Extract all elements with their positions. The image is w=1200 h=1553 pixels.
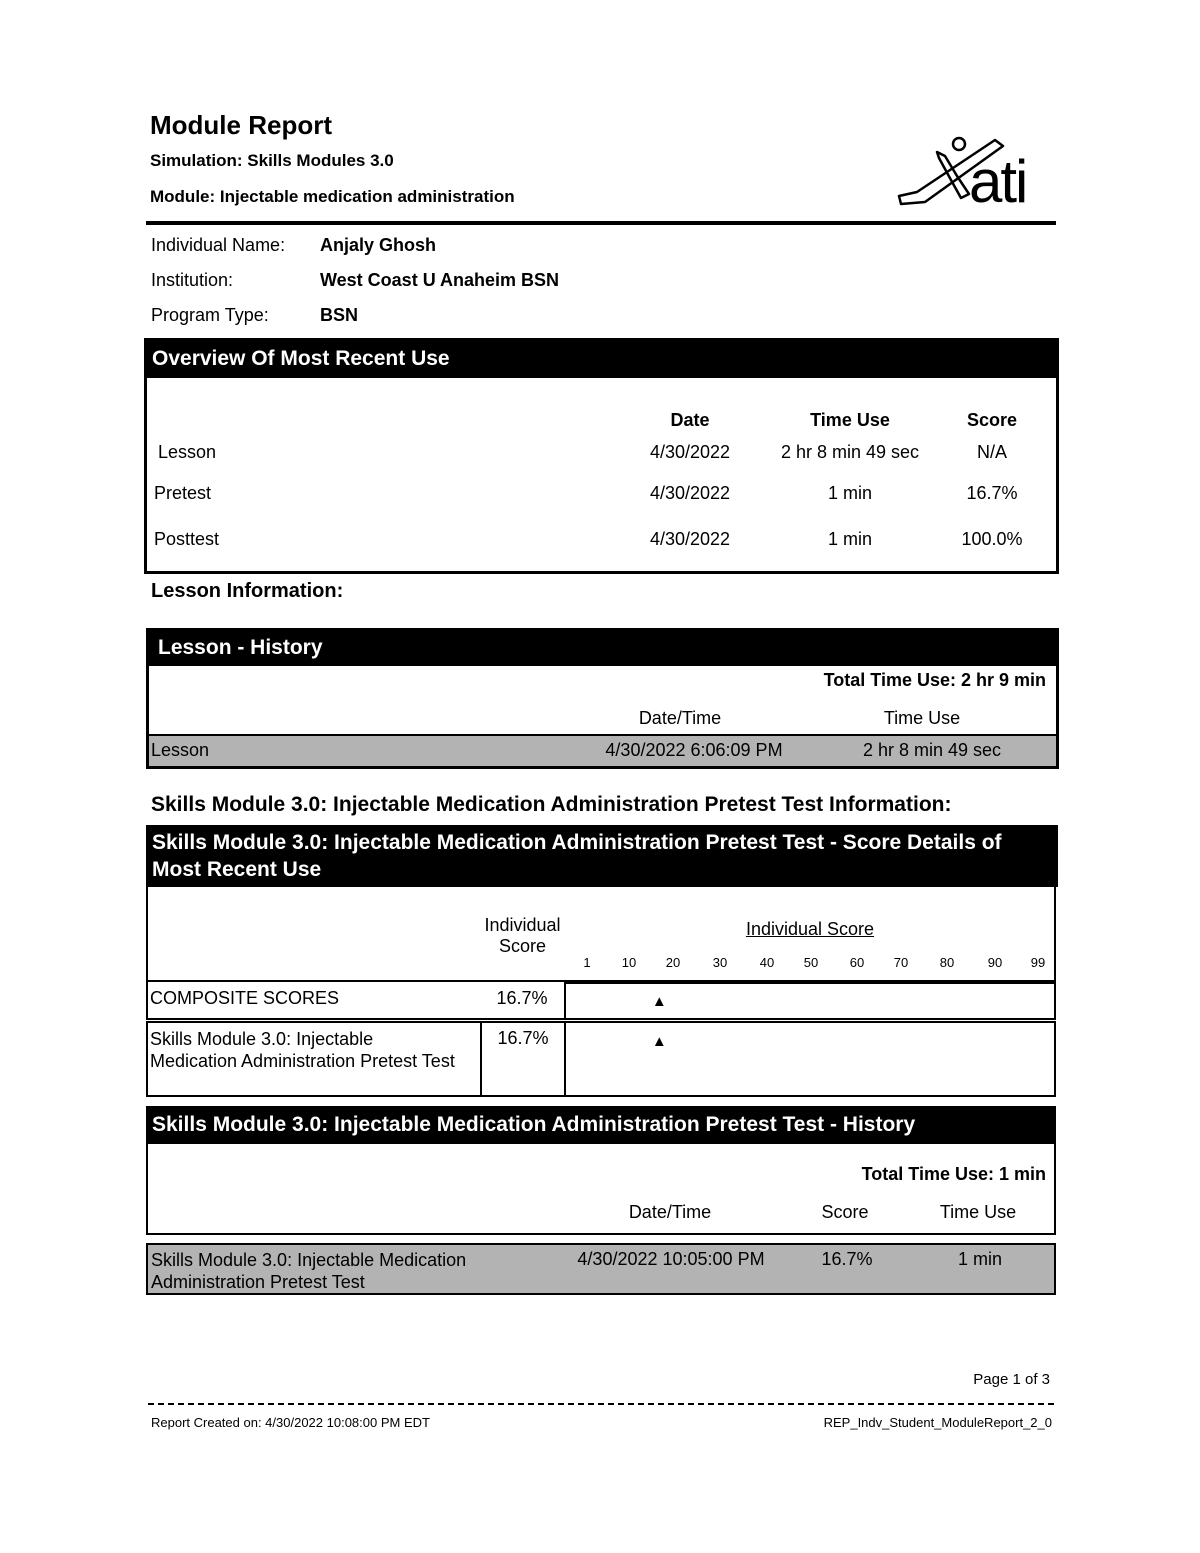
score-box-left-border [146,887,148,981]
module-name: Module: Injectable medication administration [150,187,515,206]
overview-row-date: 4/30/2022 [649,483,731,503]
overview-row-time-use: 2 hr 8 min 49 sec [780,442,920,462]
lesson-total-time: Total Time Use: 2 hr 9 min [823,670,1046,690]
report-created: Report Created on: 4/30/2022 10:08:00 PM EDT [151,1415,430,1430]
report-title: Module Report [150,110,332,140]
page-number: Page 1 of 3 [973,1371,1050,1388]
report-id: REP_Indv_Student_ModuleReport_2_0 [823,1415,1052,1430]
institution-label: Institution: [151,270,234,290]
pretest-info-heading: Skills Module 3.0: Injectable Medication Administration Pretest Test Information: [151,793,952,816]
pretest-header-datetime: Date/Time [628,1202,712,1222]
lesson-row-time-use: 2 hr 8 min 49 sec [862,740,1002,760]
lesson-history-row [149,734,1056,766]
module-score: 16.7% [497,1028,549,1048]
overview-row-label: Pretest [154,483,212,503]
institution-name: West Coast U Anaheim BSN [320,270,560,290]
overview-row-score: 100.0% [961,529,1023,549]
overview-row-time-use: 1 min [827,529,872,549]
lesson-header-time-use: Time Use [883,708,961,728]
overview-row-label: Posttest [154,529,220,549]
overview-header-date: Date [670,410,710,430]
scale-header: Individual Score [745,919,875,939]
pretest-header-time-use: Time Use [939,1202,1017,1222]
overview-row-time-use: 1 min [827,483,872,503]
footer-divider [148,1403,1054,1405]
overview-header-time-use: Time Use [810,410,890,430]
lesson-header-datetime: Date/Time [638,708,722,728]
module-row-divider-2 [564,1023,566,1095]
scale-tick: 60 [849,955,865,970]
pretest-row-time-use: 1 min [957,1249,1002,1269]
pretest-history-row [146,1243,1056,1295]
scale-tick: 80 [939,955,955,970]
pretest-row-label: Skills Module 3.0: Injectable Medication Administration Pretest Test [151,1250,467,1292]
scale-tick: 99 [1030,955,1046,970]
module-score-marker: ▲ [651,1033,667,1050]
lesson-row-label: Lesson [151,740,210,760]
overview-row-date: 4/30/2022 [649,529,731,549]
composite-score: 16.7% [496,988,548,1008]
pretest-header-score: Score [821,1202,869,1222]
overview-row-score: N/A [976,442,1007,462]
pretest-row-score: 16.7% [821,1249,873,1269]
composite-label: COMPOSITE SCORES [150,988,340,1008]
overview-row-label: Lesson [158,442,217,462]
scale-tick: 30 [712,955,728,970]
pretest-row-datetime: 4/30/2022 10:05:00 PM [577,1249,765,1269]
scale-tick: 10 [621,955,637,970]
score-scale [565,955,1055,977]
pretest-score-title: Skills Module 3.0: Injectable Medication Administration Pretest Test - Score Details of Most Recent Use [146,825,1058,887]
lesson-history-title: Lesson - History [146,628,1059,666]
overview-row-score: 16.7% [966,483,1018,503]
scale-tick: 70 [893,955,909,970]
header-divider [146,221,1056,225]
overview-row-date: 4/30/2022 [649,442,731,462]
name-label: Individual Name: [151,235,286,255]
scale-tick: 20 [665,955,681,970]
composite-bar-top [566,982,1054,984]
program-type: BSN [320,305,359,325]
ati-logo-text: ati [969,148,1027,215]
scale-tick: 90 [987,955,1003,970]
ati-logo [895,132,1045,217]
student-name: Anjaly Ghosh [320,235,437,255]
lesson-row-datetime: 4/30/2022 6:06:09 PM [605,740,783,760]
module-score-label: Skills Module 3.0: Injectable Medication Administration Pretest Test [150,1029,455,1071]
scale-tick: 1 [583,955,591,970]
scale-tick: 40 [759,955,775,970]
scale-tick: 50 [803,955,819,970]
simulation-name: Simulation: Skills Modules 3.0 [150,151,394,170]
composite-score-marker: ▲ [651,993,667,1010]
overview-header-score: Score [966,410,1018,430]
pretest-total-time: Total Time Use: 1 min [861,1164,1046,1184]
individual-score-header: Individual Score [484,915,561,956]
composite-divider [564,982,566,1018]
overview-title: Overview Of Most Recent Use [144,338,1059,378]
pretest-history-title: Skills Module 3.0: Injectable Medication Administration Pretest Test - History [146,1106,1056,1144]
lesson-info-heading: Lesson Information: [151,580,344,602]
program-label: Program Type: [151,305,269,325]
